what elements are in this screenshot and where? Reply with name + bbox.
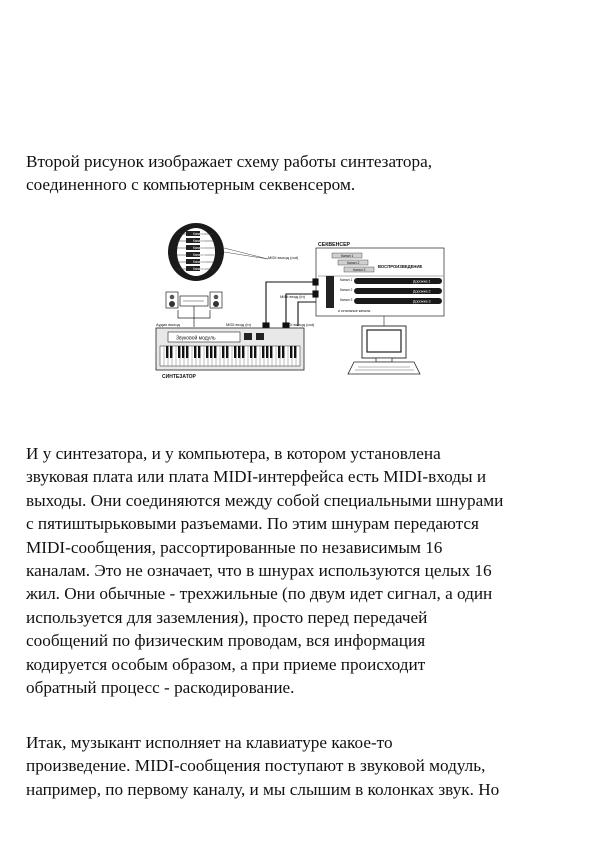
synthesizer [156,328,304,380]
paragraph-intro [26,150,574,197]
paragraph-midi-explanation [26,442,574,699]
channel-label: Канал 1 [193,232,205,236]
seq-channel-label: Канал 3 [353,268,366,272]
seq-channel-label: Канал 1 [340,278,353,282]
channel-label: Канал 4 [193,253,205,257]
other-channels-label: и остальные каналы [338,309,371,313]
channel-label: Канал 2 [193,239,205,243]
paragraph-musician [26,731,574,801]
text-line: звуковая плата или плата MIDI-интерфейса есть MIDI-входы и [26,467,487,487]
text-line: MIDI-сообщения, рассортированные по независимым 16 [26,537,443,557]
text-line: например, по первому каналу, и мы слышим в колонках звук. Но [26,779,500,799]
channel-label: Канал 5 [193,260,205,264]
text-line: жил. Они обычные - трехжильные (по двум идет сигнал, а один [26,584,493,604]
midi-in-right-label: MIDI вход (in) [280,294,305,299]
channel-label: Канал 6 [193,267,205,271]
synthesizer-label: СИНТЕЗАТОР [162,374,196,380]
channel-label: Канал 3 [193,246,205,250]
sequencer-label: СЕКВЕНСЕР [318,242,350,248]
midi-out-top-label: MIDI выход (out) [268,255,299,260]
text-line: Итак, музыкант исполняет на клавиатуре какое-то [26,733,393,752]
audio-out-label: Аудио выход [156,322,180,327]
track-label: Дорожка 3 [413,299,431,304]
sequencer-box [316,242,444,316]
text-line: соединенного с компьютерным секвенсером. [26,175,356,195]
midi-in-module-label: MIDI вход (in) [226,322,251,327]
text-line: Второй рисунок изображает схему работы синтезатора, [26,152,433,171]
text-line: каналам. Это не означает, что в шнурах используются целых 16 [26,561,492,581]
text-line: выходы. Они соединяются между собой специальными шнурами [26,490,504,510]
computer [348,316,420,374]
midi-cable-closeup [168,223,268,281]
sound-module-label: Звуковой модуль [176,335,216,342]
seq-channel-label: Канал 1 [341,254,354,258]
text-line: произведение. MIDI-сообщения поступают в звуковой модуль, [26,756,486,776]
seq-channel-label: Канал 3 [340,298,353,302]
synth-sequencer-diagram [148,222,448,384]
text-line: используется для заземления), просто перед передачей [26,607,428,627]
midi-cables [263,279,318,328]
text-line: с пятиштырьковыми разъемами. По этим шнурам передаются [26,514,479,534]
seq-channel-label: Канал 2 [347,261,360,265]
midi-out-right-label: MIDI выход (out) [284,322,315,327]
text-line: обратный процесс - раскодирование. [26,678,295,698]
playback-label: ВОСПРОИЗВЕДЕНИЕ [378,264,423,269]
text-line: И у синтезатора, и у компьютера, в котором установлена [26,444,441,463]
track-label: Дорожка 1 [413,279,431,284]
seq-channel-label: Канал 2 [340,288,353,292]
text-line: сообщений по физическим проводам, вся информация [26,631,426,651]
track-label: Дорожка 2 [413,289,431,294]
text-line: кодируется особым образом, а при приеме происходит [26,654,426,674]
